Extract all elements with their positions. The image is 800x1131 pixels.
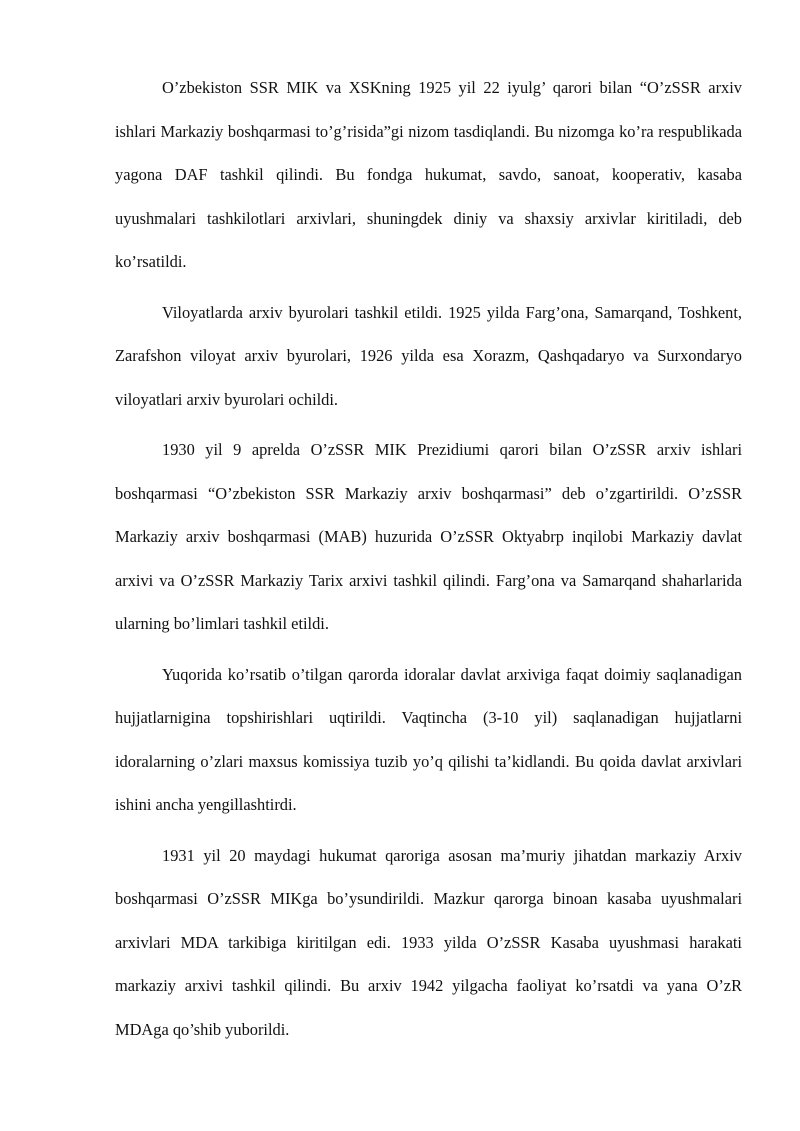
document-page — [115, 66, 742, 1058]
paragraph-4: Yuqorida ko’rsatib o’tilgan qarorda idoralar davlat arxiviga faqat doimiy saqlanadigan hujjatlarnigina topshirishlari uqtirildi. Vaqtincha (3-10 yil) saqlanadigan hujjatlarni idoralarning o’zlari maxsus komissiya tuzib yo’q qilishi ta’kidlandi. Bu qoida davlat arxivlari ishini ancha yengillashtirdi. — [115, 664, 742, 814]
paragraph-1: O’zbekiston SSR MIK va XSKning 1925 yil 22 iyulg’ qarori bilan “O’zSSR arxiv ishlari Markaziy boshqarmasi to’g’risida”gi nizom tasdiqlandi. Bu nizomga ko’ra respublikada yagona DAF tashkil qilindi. Bu fondga hukumat, savdo, sanoat, kooperativ, kasaba uyushmalari tashkilotlari arxivlari, shuningdek diniy va shaxsiy arxivlar kiritiladi, deb ko’rsatildi. — [115, 78, 742, 271]
paragraph-2: Viloyatlarda arxiv byurolari tashkil etildi. 1925 yilda Farg’ona, Samarqand, Toshkent, Zarafshon viloyat arxiv byurolari, 1926 yilda esa Xorazm, Qashqadaryo va Surxondaryo viloyatlari arxiv byurolari ochildi. — [115, 302, 742, 409]
paragraph-3: 1930 yil 9 aprelda O’zSSR MIK Prezidiumi qarori bilan O’zSSR arxiv ishlari boshqarmasi “O’zbekiston SSR Markaziy arxiv boshqarmasi” deb o’zgartirildi. O’zSSR Markaziy arxiv boshqarmasi (MAB) huzurida O’zSSR Oktyabrp inqilobi Markaziy davlat arxivi va O’zSSR Markaziy Tarix arxivi tashkil qilindi. Farg’ona va Samarqand shaharlarida ularning bo’limlari tashkil etildi. — [115, 440, 742, 633]
paragraph-5: 1931 yil 20 maydagi hukumat qaroriga asosan ma’muriy jihatdan markaziy Arxiv boshqarmasi O’zSSR MIKga bo’ysundirildi. Mazkur qarorga binoan kasaba uyushmalari arxivlari MDA tarkibiga kiritilgan edi. 1933 yilda O’zSSR Kasaba uyushmasi harakati markaziy arxivi tashkil qilindi. Bu arxiv 1942 yilgacha faoliyat ko’rsatdi va yana O’zR MDAga qo’shib yuborildi. — [115, 845, 742, 1039]
